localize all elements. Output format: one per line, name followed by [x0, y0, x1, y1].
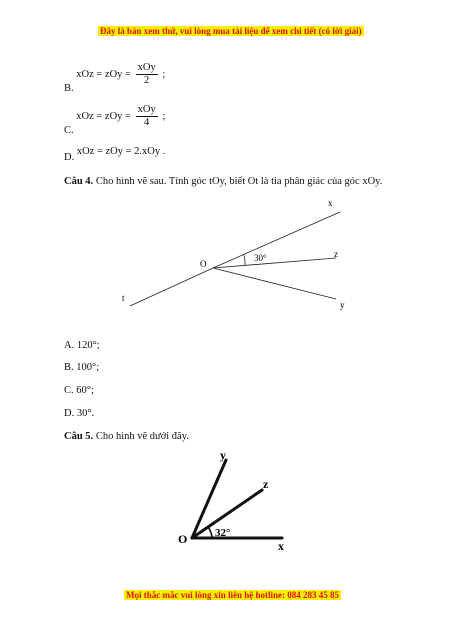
- point-x-label: x: [328, 198, 333, 208]
- ray-ot: [130, 268, 213, 306]
- point-o-label: O: [178, 532, 188, 546]
- point-x-label: x: [278, 539, 284, 553]
- hotline-banner: Mọi thắc mắc vui lòng xin liên hệ hotline: 084 283 45 85: [126, 590, 340, 600]
- option-c: C. 60°;: [64, 385, 94, 396]
- question-label: Câu 5.: [64, 431, 94, 442]
- option-label: B.: [64, 82, 74, 94]
- fraction: [136, 104, 158, 129]
- option-tail: ;: [162, 68, 166, 80]
- option-tail: ;: [162, 110, 166, 122]
- question-text: Cho hình vẽ dưới đây.: [95, 431, 189, 442]
- option-d: [64, 146, 166, 163]
- question-5: [64, 431, 189, 442]
- option-label: D.: [64, 152, 75, 163]
- fraction-denominator: 2: [144, 75, 150, 86]
- angle-label: 30°: [254, 253, 267, 263]
- point-o-label: O: [200, 259, 207, 269]
- fraction: [136, 62, 158, 87]
- option-b: B. 100°;: [64, 362, 100, 373]
- option-d: D. 30°.: [64, 408, 95, 419]
- question-text: Cho hình vẽ sau. Tính góc tOy, biết Ot là tia phân giác của góc xOy.: [95, 176, 383, 187]
- point-z-label: z: [334, 249, 338, 259]
- option-tail: .: [162, 146, 166, 157]
- question-label: Câu 4.: [64, 176, 94, 187]
- angle-arc: [244, 255, 245, 265]
- point-y-label: y: [220, 450, 226, 462]
- ray-oy: [213, 268, 336, 299]
- question-4: [64, 176, 382, 187]
- angle-figure-q4: [110, 195, 370, 320]
- option-lhs: xOz = zOy =: [76, 68, 131, 80]
- option-c: [64, 104, 166, 136]
- fraction-numerator: xOy: [137, 104, 156, 115]
- option-lhs: xOz = zOy =: [76, 110, 131, 122]
- point-t-label: t: [122, 293, 125, 303]
- fraction-numerator: xOy: [137, 62, 156, 73]
- option-b: [64, 62, 166, 94]
- angle-figure-q5: [170, 450, 300, 555]
- point-y-label: y: [340, 300, 345, 310]
- option-label: C.: [64, 124, 74, 136]
- preview-banner: Đây là bản xem thử, vui lòng mua tài liệu để xem chi tiết (có lời giải): [100, 26, 362, 36]
- fraction-denominator: 4: [144, 117, 150, 128]
- angle-label: 32°: [215, 527, 231, 539]
- point-z-label: z: [263, 477, 269, 491]
- angle-arc: [208, 527, 212, 538]
- option-a: A. 120°;: [64, 340, 100, 351]
- option-expr: xOz = zOy = 2.xOy: [76, 146, 161, 157]
